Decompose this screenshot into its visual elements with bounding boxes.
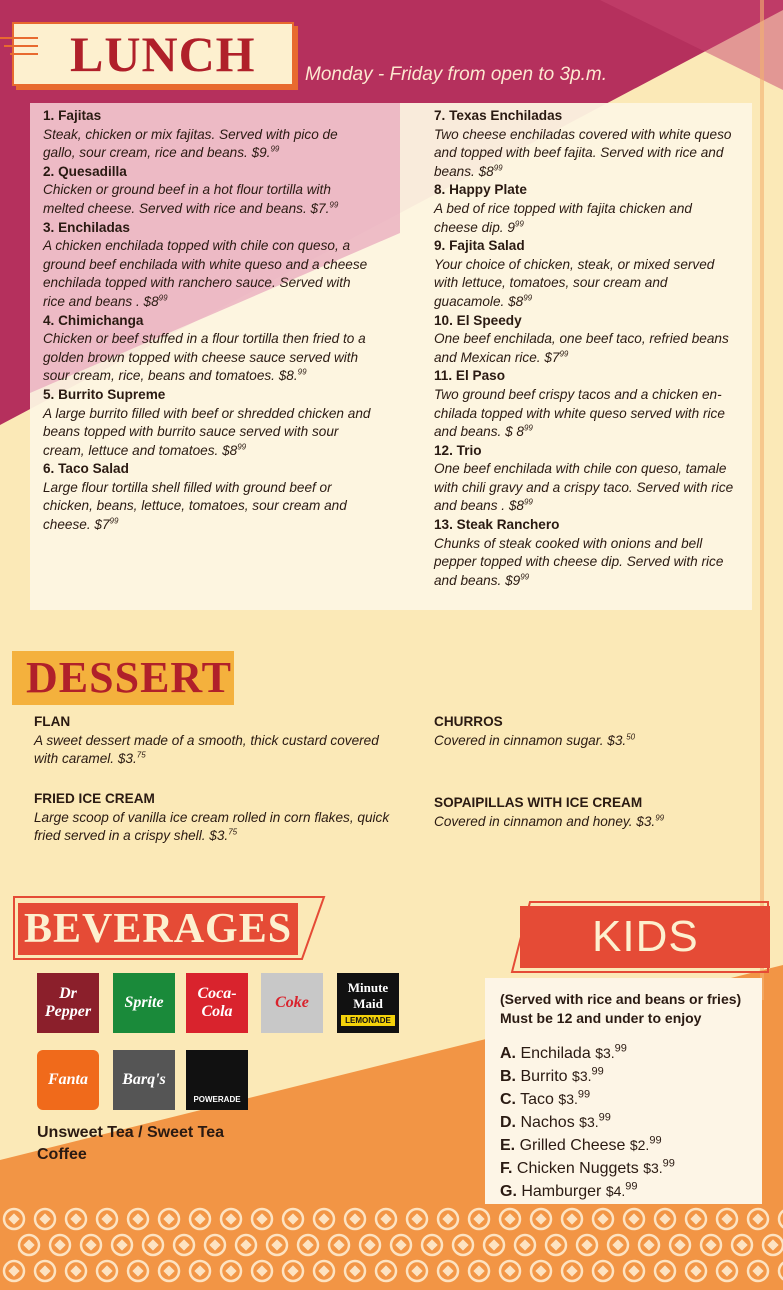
menu-item-desc: A bed of rice topped with fajita chicken and cheese dip. xyxy=(434,200,692,235)
menu-item-title: 13. Steak Ranchero xyxy=(434,517,560,533)
menu-item-desc: Large flour tortilla shell filled with ground beef or chicken, beans, lettuce, tomatoes, sour cream and cheese. xyxy=(43,479,347,533)
minute-maid-icon: Minute Maid LEMONADE xyxy=(337,973,399,1033)
kids-item-letter: E. xyxy=(500,1137,516,1154)
dessert-item-price: $3. xyxy=(636,813,656,829)
kids-item xyxy=(500,1180,675,1203)
dessert-item-title: CHURROS xyxy=(434,714,503,729)
dessert-item-title: FRIED ICE CREAM xyxy=(34,791,155,806)
menu-item-cents: 99 xyxy=(559,349,569,359)
kids-banner xyxy=(510,900,770,975)
menu-item-price: $8 xyxy=(143,293,159,309)
kids-item-cents: 99 xyxy=(625,1180,638,1193)
menu-item-desc: Chunks of steak cooked with onions and bell pepper topped with cheese dip. Served with rice and beans. xyxy=(434,535,724,588)
menu-item-price: $8 xyxy=(508,498,524,514)
menu-item-price: $8 xyxy=(222,442,238,458)
menu-item-cents: 99 xyxy=(329,200,339,210)
menu-item-cents: 99 xyxy=(493,163,503,173)
menu-item xyxy=(43,163,373,219)
kids-item-cents: 99 xyxy=(614,1042,627,1055)
menu-item-price: $7. xyxy=(310,200,330,216)
menu-item-cents: 99 xyxy=(520,572,530,582)
menu-item xyxy=(434,367,734,441)
kids-item-price: $3. xyxy=(558,1091,578,1107)
menu-item-price: $8 xyxy=(508,293,524,309)
menu-item-desc: Steak, chicken or mix fajitas. Served with pico de gallo, sour cream, rice and beans. xyxy=(43,126,338,161)
menu-item-title: 1. Fajitas xyxy=(43,108,102,123)
menu-item-cents: 99 xyxy=(523,497,533,507)
dessert-item xyxy=(434,794,754,831)
menu-item xyxy=(43,312,373,386)
tea-label: Unsweet Tea / Sweet Tea xyxy=(37,1124,225,1141)
kids-note-line1: (Served with rice and beans or fries) xyxy=(500,991,742,1007)
powerade-icon: POWERADE xyxy=(186,1050,248,1110)
kids-item-price: $3. xyxy=(595,1045,615,1061)
kids-item-cents: 99 xyxy=(577,1088,591,1101)
menu-item-price: $7 xyxy=(94,517,110,533)
lunch-banner xyxy=(12,22,297,88)
kids-item xyxy=(500,1088,675,1111)
sprite-icon: Sprite xyxy=(113,973,175,1033)
decorative-border-pattern xyxy=(0,1205,783,1290)
dessert-item-price: $3. xyxy=(117,751,137,767)
menu-item-title: 6. Taco Salad xyxy=(43,461,129,477)
menu-item-desc: Chicken or beef stuffed in a flour tortilla then fried to a golden brown topped with cheese sauce served with sour cream, rice, beans and tomatoes. xyxy=(43,331,366,384)
menu-item-title: 12. Trio xyxy=(434,442,482,458)
kids-item-cents: 99 xyxy=(591,1065,604,1078)
kids-item-cents: 99 xyxy=(598,1111,611,1124)
dessert-item-title: FLAN xyxy=(34,714,71,729)
kids-item-price: $3. xyxy=(572,1068,592,1084)
menu-item-title: 4. Chimichanga xyxy=(43,312,144,328)
coca-cola-icon: Coca-Cola xyxy=(186,973,248,1033)
kids-item-name: Hamburger xyxy=(521,1183,602,1200)
menu-item-desc: A large burrito filled with beef or shredded chicken and beans topped with burrito sauce served with sour cream, lettuce and tomatoes. xyxy=(43,405,371,458)
menu-item-price: $9. xyxy=(251,145,271,161)
menu-item xyxy=(434,516,734,590)
dr-pepper-icon: Dr Pepper xyxy=(37,973,99,1033)
menu-item-desc: One beef enchilada with chile con queso, tamale with chili gravy and a crispy taco. Served with rice and beans . xyxy=(434,461,734,514)
menu-item-price: $8 xyxy=(478,163,494,179)
lunch-hours: Monday - Friday from open to 3p.m. xyxy=(305,64,608,85)
kids-item-letter: C. xyxy=(500,1091,516,1108)
lunch-title: LUNCH xyxy=(70,26,256,82)
menu-item-title: 5. Burrito Supreme xyxy=(43,386,166,402)
menu-item-cents: 99 xyxy=(297,367,307,377)
kids-item-price: $3. xyxy=(643,1160,663,1176)
kids-item-letter: B. xyxy=(500,1068,516,1085)
menu-item-title: 7. Texas Enchiladas xyxy=(434,108,563,123)
dessert-item-cents: 75 xyxy=(136,750,146,760)
dessert-title: DESSERT xyxy=(26,653,232,702)
menu-item-desc: Your choice of chicken, steak, or mixed served with lettuce, tomatoes, sour cream and guacamole. xyxy=(434,256,715,309)
kids-item-price: $3. xyxy=(579,1114,599,1130)
kids-note-line2: Must be 12 and under to enjoy xyxy=(500,1010,702,1026)
fanta-icon: Fanta xyxy=(37,1050,99,1110)
kids-note xyxy=(500,990,755,1028)
kids-item-name: Grilled Cheese xyxy=(519,1137,626,1154)
dessert-item xyxy=(34,713,404,769)
kids-item-letter: A. xyxy=(500,1045,516,1062)
dessert-item-title: SOPAIPILLAS WITH ICE CREAM xyxy=(434,795,643,810)
kids-item-letter: G. xyxy=(500,1183,517,1200)
dessert-item-desc: Covered in cinnamon and honey. xyxy=(434,813,633,829)
dessert-item-desc: Large scoop of vanilla ice cream rolled in corn flakes, quick fried served in a crispy shell. xyxy=(34,809,390,844)
menu-item xyxy=(434,312,734,368)
menu-item-desc: A chicken enchilada topped with chile con queso, a ground beef enchilada with white queso and a cheese enchilada topped with ranchero sauce. Served with rice and beans . xyxy=(43,238,368,309)
kids-item-price: $2. xyxy=(629,1137,650,1153)
menu-item-price: $ 8 xyxy=(505,424,524,440)
menu-item-desc: One beef enchilada, one beef taco, refried beans and Mexican rice. xyxy=(434,331,729,365)
kids-item-name: Taco xyxy=(520,1091,554,1108)
kids-item-cents: 99 xyxy=(662,1157,675,1170)
dessert-item-cents: 75 xyxy=(228,827,238,837)
menu-item-desc: Chicken or ground beef in a hot flour tortilla with melted cheese. Served with rice and beans. xyxy=(43,182,331,216)
dessert-item-price: $3. xyxy=(607,732,627,748)
menu-item-title: 8. Happy Plate xyxy=(434,182,527,198)
dessert-item-cents: 99 xyxy=(655,813,665,823)
menu-item-cents: 99 xyxy=(158,293,168,303)
kids-item-name: Enchilada xyxy=(520,1045,591,1062)
menu-item xyxy=(434,181,734,237)
dessert-item xyxy=(434,713,754,750)
menu-item xyxy=(43,107,373,163)
menu-item xyxy=(43,386,373,460)
dessert-item-cents: 50 xyxy=(626,732,636,742)
diet-coke-icon: Coke xyxy=(261,973,323,1033)
kids-item xyxy=(500,1065,675,1088)
dessert-banner xyxy=(12,645,247,705)
kids-item-name: Chicken Nuggets xyxy=(516,1160,639,1177)
dessert-item-desc: A sweet dessert made of a smooth, thick custard covered with caramel. xyxy=(34,732,379,767)
menu-item-cents: 99 xyxy=(270,144,280,154)
dessert-item-price: $3. xyxy=(209,828,229,844)
menu-item-cents: 99 xyxy=(514,219,524,229)
menu-item-title: 2. Quesadilla xyxy=(43,163,127,179)
menu-item xyxy=(434,107,734,181)
dessert-item-desc: Covered in cinnamon sugar. xyxy=(434,732,604,748)
lunch-left-column xyxy=(43,107,373,535)
menu-item-title: 3. Enchiladas xyxy=(43,219,130,235)
tea-coffee xyxy=(37,1122,224,1166)
kids-item-letter: D. xyxy=(500,1114,516,1131)
beverages-banner xyxy=(12,895,327,961)
beverages-title: BEVERAGES xyxy=(24,906,293,952)
barqs-icon: Barq's xyxy=(113,1050,175,1110)
dessert-item xyxy=(34,790,404,846)
menu-item-cents: 99 xyxy=(523,293,533,303)
menu-item xyxy=(43,219,373,312)
kids-item xyxy=(500,1134,675,1157)
menu-item-title: 11. El Paso xyxy=(434,368,506,384)
coffee-label: Coffee xyxy=(37,1146,87,1163)
menu-item-cents: 99 xyxy=(109,516,119,526)
lunch-right-column xyxy=(434,107,734,590)
menu-item-title: 10. El Speedy xyxy=(434,312,522,328)
menu-item-desc: Two cheese enchiladas covered with white queso and topped with beef fajita. Served with rice and beans. xyxy=(434,126,732,179)
menu-item-price: $9 xyxy=(505,572,521,588)
kids-item-cents: 99 xyxy=(649,1134,662,1147)
menu-item-price: $7 xyxy=(544,349,560,365)
menu-item-cents: 99 xyxy=(237,442,247,452)
menu-item xyxy=(43,460,373,534)
kids-item xyxy=(500,1157,675,1180)
menu-item-price: $8. xyxy=(278,368,298,384)
menu-item xyxy=(434,237,734,311)
kids-item-letter: F. xyxy=(500,1160,513,1177)
kids-item-name: Nachos xyxy=(520,1114,575,1131)
kids-item-price: $4. xyxy=(605,1183,626,1199)
menu-item-title: 9. Fajita Salad xyxy=(434,238,525,254)
menu-item xyxy=(434,442,734,516)
menu-item-price: 9 xyxy=(507,219,515,235)
kids-item xyxy=(500,1111,675,1134)
kids-item-name: Burrito xyxy=(520,1068,568,1085)
kids-item xyxy=(500,1042,675,1065)
menu-item-desc: Two ground beef crispy tacos and a chicken en-chilada topped with white queso served with rice and beans. xyxy=(434,386,725,440)
kids-title: KIDS xyxy=(592,912,699,961)
kids-list xyxy=(500,1042,675,1203)
menu-item-cents: 99 xyxy=(523,423,533,433)
